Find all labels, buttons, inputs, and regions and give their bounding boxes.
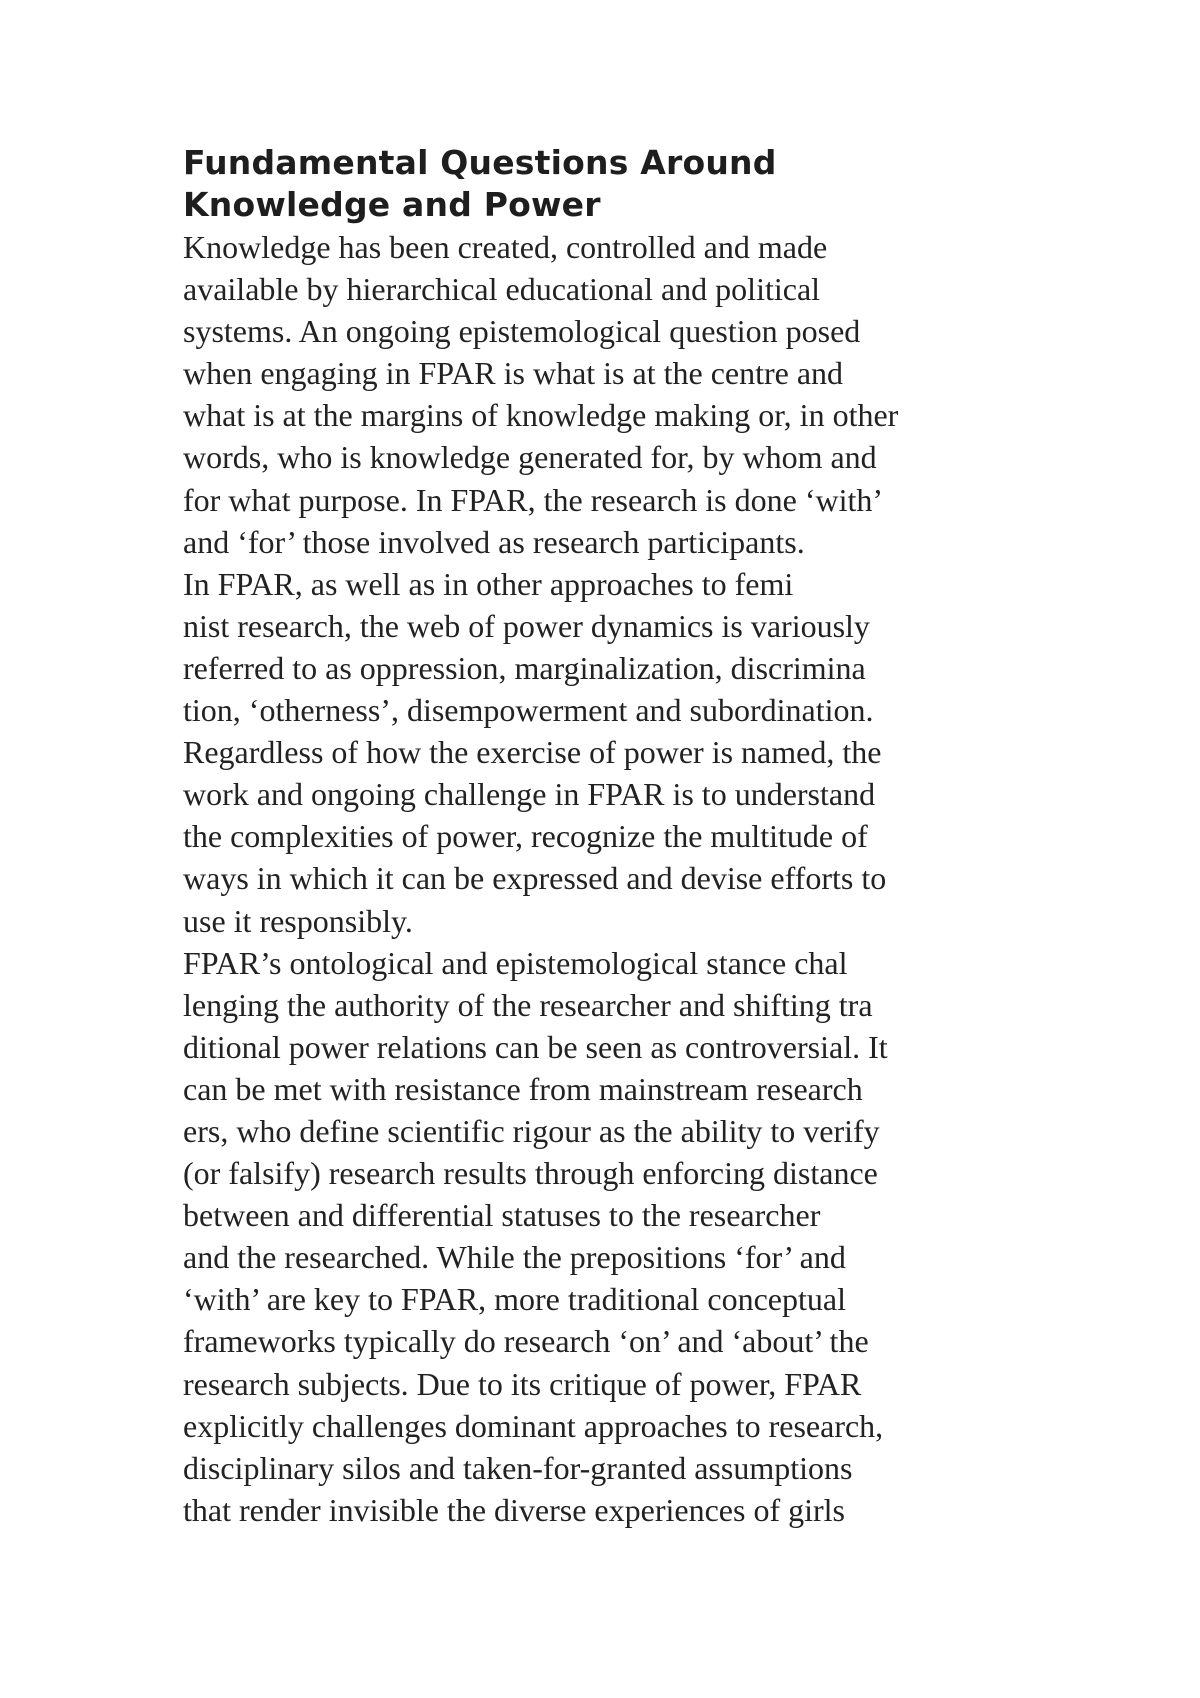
text-line: systems. An ongoing epistemological question posed [183, 313, 861, 350]
text-line: Knowledge has been created, controlled and made [183, 229, 828, 265]
text-line: and the researched. While the prepositions ‘for’ and [183, 1239, 846, 1276]
text-line: available by hierarchical educational and political [183, 271, 821, 308]
text-line: lenging the authority of the researcher and shifting tra [183, 986, 873, 1023]
text-line: between and differential statuses to the researcher [183, 1197, 821, 1234]
text-line: words, who is knowledge generated for, by whom and [183, 439, 877, 476]
text-line: when engaging in FPAR is what is at the centre and [183, 355, 844, 392]
text-line: what is at the margins of knowledge making or, in other [183, 397, 899, 434]
text-line: tion, ‘otherness’, disempowerment and subordination. [183, 692, 874, 729]
text-line: referred to as oppression, marginalization, discrimina [183, 649, 866, 686]
text-line: that render invisible the diverse experiences of girls [183, 1491, 845, 1528]
text-line: research subjects. Due to its critique of power, FPAR [183, 1365, 862, 1402]
text-line: can be met with resistance from mainstream research [183, 1070, 863, 1107]
text-line: disciplinary silos and taken-for-granted assumptions [183, 1449, 853, 1486]
text-line: In FPAR, as well as in other approaches to femi [183, 565, 794, 602]
text-line: ‘with’ are key to FPAR, more traditional conceptual [183, 1281, 846, 1318]
text-line: work and ongoing challenge in FPAR is to understand [183, 776, 876, 813]
text-line: Regardless of how the exercise of power is named, the [183, 734, 882, 771]
section-heading [183, 142, 1043, 226]
text-line: explicitly challenges dominant approaches to research, [183, 1407, 884, 1444]
text-line: (or falsify) research results through enforcing distance [183, 1155, 878, 1192]
body-text [183, 226, 1043, 1531]
text-line: ways in which it can be expressed and devise efforts to [183, 860, 887, 897]
text-line: frameworks typically do research ‘on’ and ‘about’ the [183, 1323, 869, 1360]
page-content [183, 142, 1043, 1531]
text-line: the complexities of power, recognize the multitude of [183, 818, 868, 855]
text-line: ditional power relations can be seen as controversial. It [183, 1028, 888, 1065]
text-line: FPAR’s ontological and epistemological stance chal [183, 944, 848, 981]
text-line: for what purpose. In FPAR, the research is done ‘with’ [183, 481, 884, 518]
heading-line: Knowledge and Power [183, 185, 601, 224]
text-line: and ‘for’ those involved as research participants. [183, 523, 805, 560]
text-line: ers, who define scientific rigour as the ability to verify [183, 1112, 880, 1149]
heading-line: Fundamental Questions Around [183, 143, 777, 182]
text-line: use it responsibly. [183, 902, 413, 939]
text-line: nist research, the web of power dynamics is variously [183, 607, 870, 644]
